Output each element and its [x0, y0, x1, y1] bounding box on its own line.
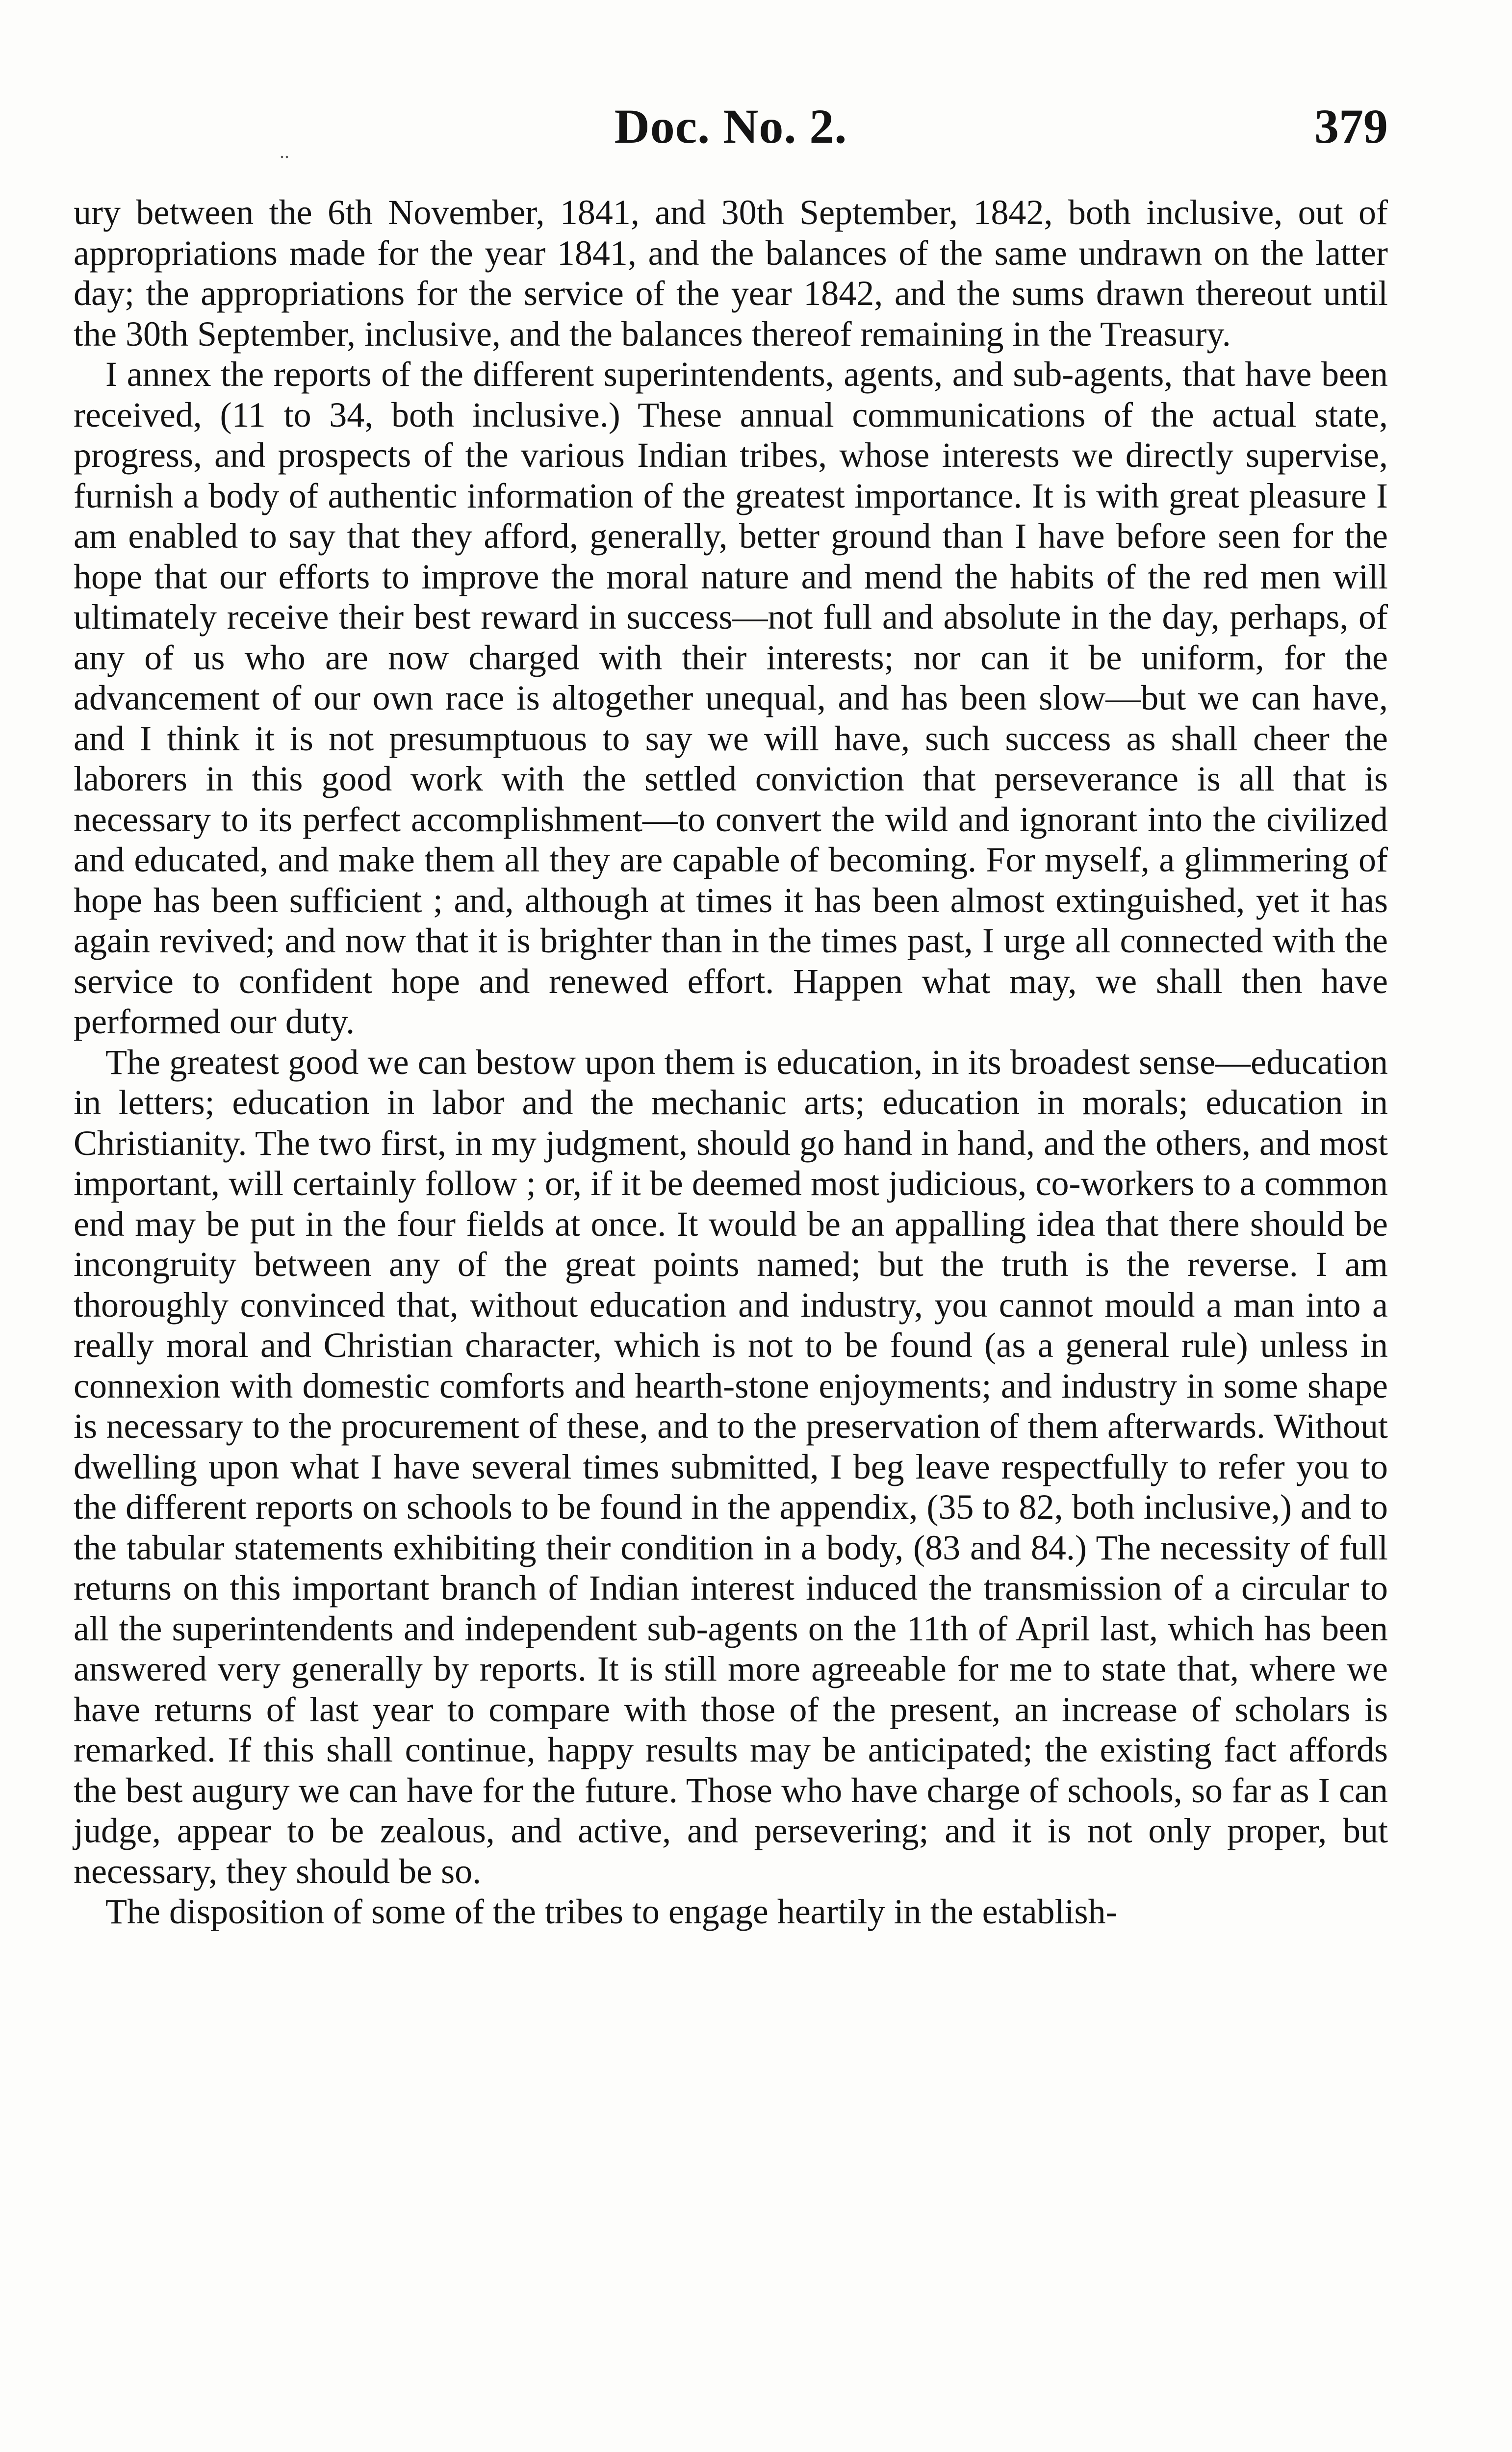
document-title: Doc. No. 2. — [614, 99, 847, 153]
page-header — [74, 98, 1388, 167]
paragraph-education: The greatest good we can bestow upon them is education, in its broadest sense—education in letters; education in labor and the mechanic arts; education in morals; education in Christianity. The two first, in my judgment, should go hand in hand, and the others, and most important, will certainly follow ; or, if it be deemed most judicious, co-workers to a common end may be put in the four fields at once. It would be an appalling idea that there should be incongruity between any of the great points named; but the truth is the reverse. I am thoroughly convinced that, without education and industry, you cannot mould a man into a really moral and Christian character, which is not to be found (as a general rule) unless in connexion with domestic comforts and hearth-stone enjoyments; and industry in some shape is necessary to the procurement of these, and to the preservation of them afterwards. Without dwelling upon what I have several times submitted, I beg leave respectfully to refer you to the different reports on schools to be found in the appendix, (35 to 82, both inclusive,) and to the tabular statements exhibiting their condition in a body, (83 and 84.) The necessity of full returns on this important branch of Indian interest induced the transmission of a circular to all the superintendents and independent sub-agents on the 11th of April last, which has been answered very generally by reports. It is still more agreeable for me to state that, where we have returns of last year to compare with those of the present, an increase of scholars is remarked. If this shall continue, happy results may be anticipated; the existing fact affords the best augury we can have for the future. Those who have charge of schools, so far as I can judge, appear to be zealous, and active, and persevering; and it is not only proper, but necessary, they should be so. — [74, 1042, 1388, 1891]
header-mark: .. — [280, 140, 289, 162]
paragraph-disposition: The disposition of some of the tribes to engage heartily in the establish- — [105, 1892, 1118, 1931]
paragraph-continuation: ury between the 6th November, 1841, and 30th September, 1842, both inclusive, out of appropriations made for the year 1841, and the balances of the same undrawn on the latter day; the appropriations for the service of the year 1842, and the sums drawn thereout until the 30th September, inclusive, and the balances thereof remaining in the Treasury. — [74, 193, 1388, 354]
paragraph-reports: I annex the reports of the different superintendents, agents, and sub-agents, that have been received, (11 to 34, both inclusive.) These annual communications of the actual state, progress, and prospects of the various Indian tribes, whose interests we directly supervise, furnish a body of authentic information of the greatest importance. It is with great pleasure I am enabled to say that they afford, generally, better ground than I have before seen for the hope that our efforts to improve the moral nature and mend the habits of the red men will ultimately receive their best reward in success—not full and absolute in the day, perhaps, of any of us who are now charged with their interests; nor can it be uniform, for the advancement of our own race is altogether unequal, and has been slow—but we can have, and I think it is not presumptuous to say we will have, such success as shall cheer the laborers in this good work with the settled conviction that perseverance is all that is necessary to its perfect accomplishment—to convert the wild and ignorant into the civilized and educated, and make them all they are capable of becoming. For myself, a glimmering of hope has been sufficient ; and, although at times it has been almost extinguished, yet it has again revived; and now that it is brighter than in the times past, I urge all connected with the service to confident hope and renewed effort. Happen what may, we shall then have performed our duty. — [74, 355, 1388, 1041]
body-text — [74, 192, 1388, 1932]
page-number: 379 — [1314, 99, 1388, 153]
